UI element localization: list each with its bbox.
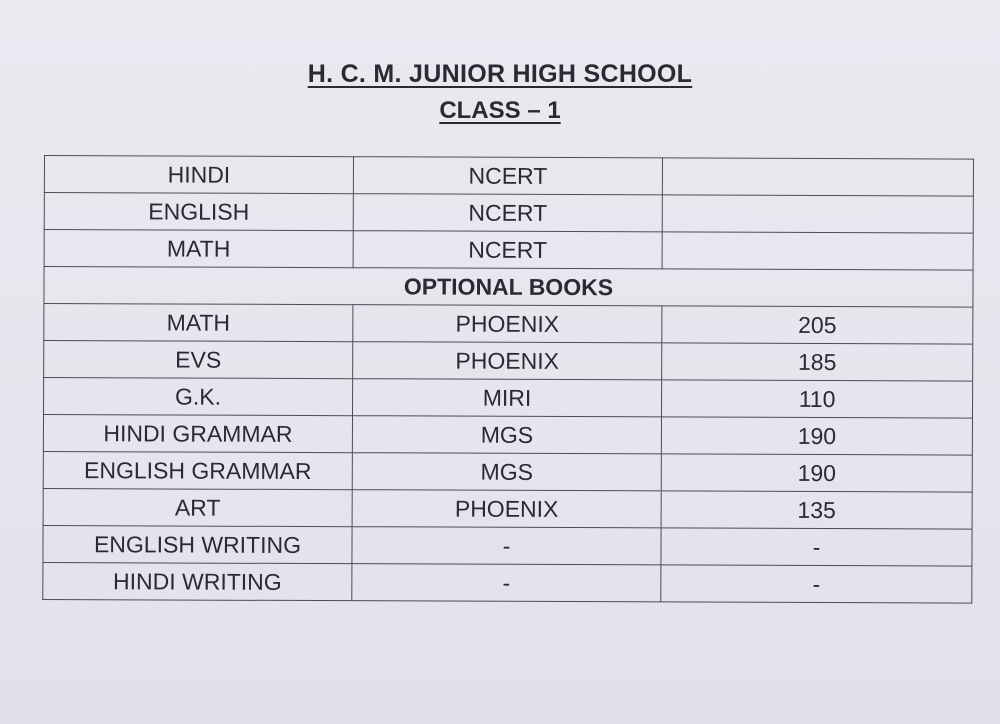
subject-cell: G.K. — [44, 378, 353, 416]
subject-cell: EVS — [44, 341, 353, 379]
price-cell — [662, 158, 973, 196]
publisher-cell: PHOENIX — [352, 490, 661, 528]
school-title: H. C. M. JUNIOR HIGH SCHOOL — [307, 60, 693, 88]
publisher-cell: - — [352, 564, 661, 602]
publisher-cell: MGS — [352, 416, 661, 454]
price-cell: 110 — [661, 380, 972, 418]
table-row — [44, 156, 973, 197]
table-row — [43, 488, 972, 529]
publisher-cell: NCERT — [353, 231, 662, 269]
price-cell — [662, 232, 973, 270]
price-cell: 190 — [661, 454, 972, 492]
publisher-cell: NCERT — [353, 194, 662, 232]
table-row — [44, 304, 973, 345]
price-cell: - — [661, 528, 972, 566]
subject-cell: ENGLISH WRITING — [43, 525, 352, 563]
optional-books-header-row — [44, 267, 973, 308]
table-row — [44, 341, 973, 382]
table-row — [44, 230, 973, 271]
table-row — [44, 378, 973, 419]
publisher-cell: PHOENIX — [353, 342, 662, 380]
price-cell: 135 — [661, 491, 972, 529]
subject-cell: ENGLISH GRAMMAR — [43, 451, 352, 489]
publisher-cell: MGS — [352, 453, 661, 491]
publisher-cell: - — [352, 527, 661, 565]
price-cell: 190 — [661, 417, 972, 455]
subject-cell: HINDI GRAMMAR — [43, 415, 352, 453]
subject-cell: ENGLISH — [44, 193, 353, 231]
price-cell: - — [661, 565, 972, 603]
price-cell: 185 — [662, 343, 973, 381]
publisher-cell: NCERT — [353, 157, 662, 195]
subject-cell: HINDI — [44, 156, 353, 194]
price-cell: 205 — [662, 306, 973, 344]
class-title: CLASS – 1 — [439, 97, 561, 124]
table-row — [43, 525, 972, 566]
subject-cell: MATH — [44, 230, 353, 268]
table-row — [43, 451, 972, 492]
price-cell — [662, 195, 973, 233]
optional-books-heading: OPTIONAL BOOKS — [44, 267, 973, 308]
subject-cell: ART — [43, 488, 352, 526]
publisher-cell: MIRI — [353, 379, 662, 417]
table-row — [44, 193, 973, 234]
subject-cell: MATH — [44, 304, 353, 342]
table-row — [43, 415, 972, 456]
book-list-table — [42, 155, 974, 604]
publisher-cell: PHOENIX — [353, 305, 662, 343]
subject-cell: HINDI WRITING — [43, 562, 352, 600]
table-row — [43, 562, 972, 603]
